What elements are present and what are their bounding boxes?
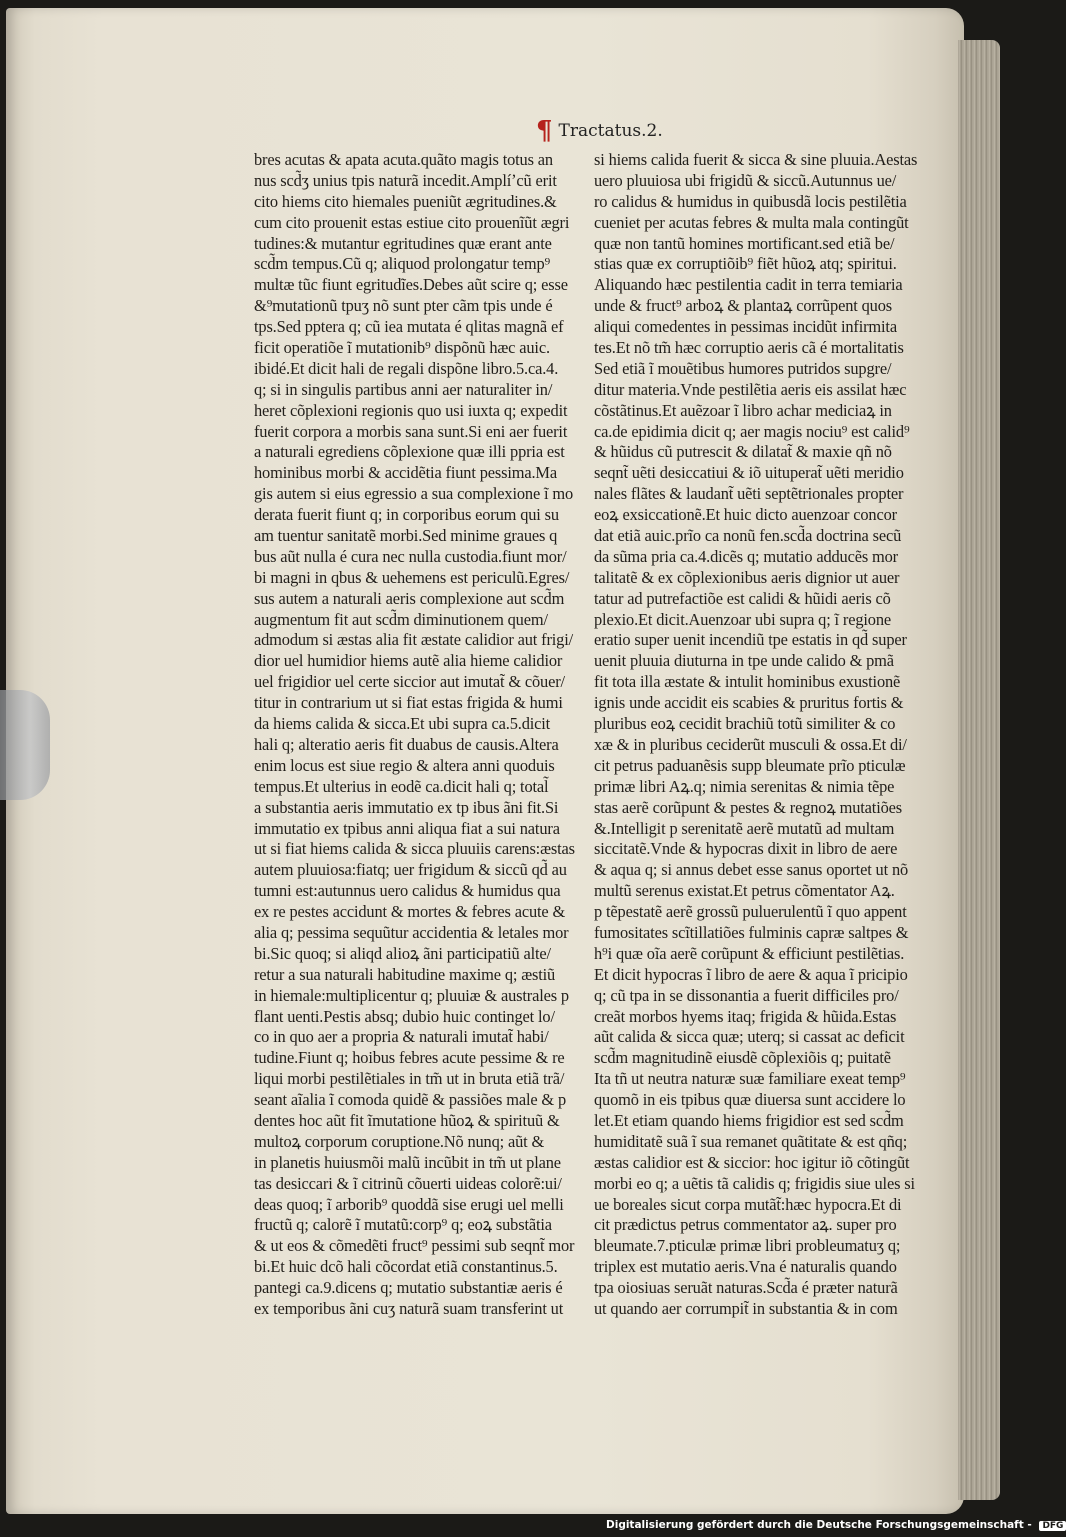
text-line: tes.Et nõ tm̃ hæc corruptio aeris cã é mortalitatis — [594, 338, 904, 358]
digitization-footer — [606, 1519, 1066, 1531]
text-line: bres acutas & apata acuta.quãto magis totus an — [254, 150, 553, 169]
text-line: tudine.Fiunt q; hoibus febres acute pessime & re — [254, 1048, 565, 1068]
text-line: q; cũ tpa in se dissonantia a fuerit difficiles pro/ — [594, 985, 899, 1005]
text-line: ignis unde accidit eis scabies & pruritus fortis & — [594, 693, 904, 713]
right-text-column — [594, 150, 939, 1320]
text-line: cueniet per acutas febres & multa mala contingũt — [594, 212, 909, 232]
text-line: flant uenti.Pestis absq; dubio huic continget lo/ — [254, 1006, 555, 1026]
text-line: pluribus eoꝝ cecidit brachiũ totũ similiter & co — [594, 714, 896, 734]
text-line: autem pluuiosa:fiatq; uer frigidum & siccũ qd̃ au — [254, 860, 567, 880]
text-line: aliqui comedentes in pessimas incidũt infirmita — [594, 317, 897, 337]
text-line: tps.Sed pptera q; cũ iea mutata é qlitas magnã ef — [254, 317, 564, 337]
text-line: plexio.Et dicit.Auenzoar ubi supra q; ĩ regione — [594, 609, 892, 629]
text-line: alia q; pessima sequũtur accidentia & letales mor — [254, 922, 569, 942]
text-line: tatur ad putrefactiõe est calidi & hũidi aeris cõ — [594, 588, 891, 608]
text-line: ca.de epidimia dicit q; aer magis nociu⁹ est calid⁹ — [594, 421, 910, 441]
text-line: humiditatẽ suã ĩ sua remanet quãtitate & est qñq; — [594, 1131, 908, 1151]
text-line: tudines:& mutantur egritudines quæ erant ante — [254, 233, 552, 253]
text-line: derata fuerit fiunt q; in corporibus eorum qui su — [254, 505, 559, 525]
text-line: & ut eos & cõmedẽti fruct⁹ pessimi sub seqnt̃ mor — [254, 1236, 575, 1256]
text-line: Aliquando hæc pestilentia cadit in terra temiaria — [594, 275, 903, 295]
text-line: let.Et etiam quando hiems frigidior est sed scd̃m — [594, 1110, 904, 1130]
pilcrow-mark: ¶ — [536, 116, 553, 146]
text-line: hali q; alteratio aeris fit duabus de causis.Altera — [254, 734, 559, 754]
text-line: seant aĩalia ĩ comoda quidẽ & passiões male & p — [254, 1090, 567, 1110]
text-line: a naturali egrediens cõplexione quæ illi ppria est — [254, 442, 565, 462]
text-line: xæ & in pluribus ceciderũt musculi & ossa.Et di/ — [594, 734, 907, 754]
text-line: & aqua q; si annus debet esse sanus oportet ut nõ — [594, 860, 909, 880]
text-line: gis autem si eius egressio a sua complexione ĩ mo — [254, 484, 574, 504]
text-line: bus aũt nulla é cura nec nulla custodia.fiunt mor/ — [254, 546, 567, 566]
text-line: fructũ q; calorẽ ĩ mutatũ:corp⁹ q; eoꝝ substãtia — [254, 1215, 552, 1235]
footer-text: Digitalisierung gefördert durch die Deutsche Forschungsgemeinschaft - — [606, 1519, 1032, 1531]
text-line: dior uel humidior hiems autẽ alia hieme calidior — [254, 651, 563, 671]
text-line: ex temporibus ãni cuʒ naturã suam transferint ut — [254, 1298, 564, 1318]
text-line: deas quoq; ĩ arborib⁹ quoddã sise erugi uel melli — [254, 1194, 564, 1214]
text-line: &.Intelligit p serenitatẽ aerẽ mutatũ ad multam — [594, 818, 895, 838]
text-line: bleumate.7.pticulæ primæ libri probleumatuʒ q; — [594, 1236, 901, 1256]
text-line: eoꝝ exsiccationẽ.Et huic dicto auenzoar concor — [594, 505, 897, 525]
text-line: si hiems calida fuerit & sicca & sine pluuia.Aestas — [594, 150, 918, 169]
text-line: tempus.Et ulterius in eodẽ ca.dicit hali q; total̃ — [254, 776, 549, 796]
text-line: nales flãtes & laudant̃ uẽti septẽtrionales propter — [594, 484, 904, 504]
text-line: ro calidus & humidus in quibusdã locis pestilẽtia — [594, 191, 907, 211]
text-line: enim locus est siue regio & altera anni quoduis — [254, 755, 555, 775]
text-line: heret cõplexioni regionis quo usi iuxta q; expedit — [254, 400, 568, 420]
text-line: tas desiccari & ĩ citrinũ cõuerti uideas colorẽ:ui/ — [254, 1173, 562, 1193]
text-line: am tuentur sanitatẽ morbi.Sed minime graues q — [254, 526, 558, 546]
text-line: dentes hoc aũt fit ĩmutatione hũoꝝ & spirituũ & — [254, 1110, 560, 1130]
text-line: da sũma pria ca.4.dicẽs q; mutatio adducẽs mor — [594, 546, 898, 566]
text-line: Sed etiã ĩ mouẽtibus humores putridos supgre/ — [594, 358, 892, 378]
text-line: admodum si æstas alia fit æstate calidior aut frigi/ — [254, 630, 574, 650]
page-clip — [0, 690, 50, 800]
text-line: multæ tũc fiunt egritudĩes.Debes aũt scire q; esse — [254, 275, 568, 295]
left-text-column — [254, 150, 584, 1320]
text-line: uel frigidior uel certe siccior aut imutat̃ & cõuer/ — [254, 672, 565, 692]
text-line: ficit operatiõe ĩ mutationib⁹ dispõnũ hæc auic. — [254, 338, 550, 358]
text-line: primæ libri Aꝝ.q; nimia serenitas & nimia tẽpe — [594, 776, 895, 796]
text-line: triplex est mutatio aeris.Vna é naturalis quando — [594, 1257, 897, 1277]
text-line: in planetis huiusmõi malũ incũbit in tm̃ ut plane — [254, 1152, 561, 1172]
text-line: scd̃m tempus.Cũ q; aliquod prolongatur temp⁹ — [254, 254, 551, 274]
header-title: Tractatus.2. — [558, 121, 663, 141]
text-line: ex re pestes accidunt & mortes & febres acute & — [254, 902, 566, 922]
text-line: stias quæ ex corruptiõib⁹ fiẽt hũoꝝ atq; spiritui. — [594, 254, 897, 274]
text-line: & hũidus cũ putrescit & dilatat̃ & maxie qñ nõ — [594, 442, 892, 462]
text-line: tumni est:autunnus uero calidus & humidus qua — [254, 881, 561, 901]
text-line: Ita tñ ut neutra naturæ suæ familiare exeat temp⁹ — [594, 1069, 906, 1089]
text-line: bi.Et huic dcõ hali cõcordat etiã constantinus.5. — [254, 1257, 558, 1277]
text-line: talitatẽ & ex cõplexionibus aeris dignior ut auer — [594, 567, 900, 587]
text-line: fit tota illa æstate & intulit hominibus exustionẽ — [594, 672, 901, 692]
text-line: cõstãtinus.Et auẽzoar ĩ libro achar mediciaꝝ in — [594, 400, 892, 420]
text-line: uenit pluuia diuturna in tpe unde calido & pmã — [594, 651, 894, 671]
text-line: cit petrus paduanẽsis supp bleumate prĩo pticulæ — [594, 755, 906, 775]
text-line: morbi eo q; a uẽtis tã calidis q; frigidis siue ules si — [594, 1173, 915, 1193]
text-line: tpa oiosiuas seruãt naturas.Scd̃a é præter naturã — [594, 1278, 898, 1298]
running-header — [536, 116, 663, 146]
text-line: eratio super uenit incendiũ tpe estatis in qd̃ super — [594, 630, 907, 650]
text-line: ibidé.Et dicit hali de regali dispõne libro.5.ca.4. — [254, 358, 559, 378]
text-line: cum cito prouenit estas estiue cito prouenĩũt ægri — [254, 212, 570, 232]
text-line: &⁹mutationũ tpuʒ nõ sunt pter cãm tpis unde é — [254, 296, 553, 316]
text-line: titur in contrarium ut si fiat estas frigida & humi — [254, 693, 563, 713]
text-line: ditur materia.Vnde pestilẽtia aeris eis assilat hæc — [594, 379, 907, 399]
text-line: h⁹i quæ oĩa aerẽ corũpunt & efficiunt pestilẽtias. — [594, 943, 905, 963]
text-line: stas aerẽ corũpunt & pestes & regnoꝝ mutatiões — [594, 797, 902, 817]
text-line: cit prædictus petrus commentator aꝝ. super pro — [594, 1215, 897, 1235]
text-line: ut quando aer corrumpit̃ in substantia & in com — [594, 1298, 898, 1318]
text-line: quomõ in eis tpibus quæ diuersa sunt accidere lo — [594, 1090, 906, 1110]
dfg-logo: DFG — [1039, 1521, 1066, 1531]
text-line: immutatio ex tpibus anni aliqua fiat a sui natura — [254, 818, 560, 838]
text-line: dat etiã auic.prĩo ca nonũ fen.scd̃a doctrina secũ — [594, 526, 902, 546]
text-line: fumositates scĩtillatiões fulminis capræ saltpes & — [594, 922, 909, 942]
text-line: multoꝝ corporum coruptione.Nõ nunq; aũt & — [254, 1131, 545, 1151]
text-line: pantegi ca.9.dicens q; mutatio substantiæ aeris é — [254, 1278, 563, 1298]
text-line: in hiemale:multiplicentur q; pluuiæ & australes p — [254, 985, 569, 1005]
text-line: da hiems calida & sicca.Et ubi supra ca.5.dicit — [254, 714, 551, 734]
text-line: multũ serenus existat.Et petrus cõmentator Aꝝ. — [594, 881, 895, 901]
text-line: co in quo aer a propria & naturali imutat̃ habi/ — [254, 1027, 549, 1047]
text-line: bi magni in qbus & uehemens est periculũ.Egres/ — [254, 567, 570, 587]
text-line: fuerit corpora a morbis sana sunt.Si eni aer fuerit — [254, 421, 568, 441]
text-line: seqnt̃ uẽti desiccatiui & iõ uituperat̃ uẽti meridio — [594, 463, 904, 483]
text-line: p tẽpestatẽ aerẽ grossũ puluerulentũ ĩ quo appent — [594, 902, 907, 922]
text-line: bi.Sic quoq; si aliqd alioꝝ ãni participatiũ alte/ — [254, 943, 551, 963]
text-line: unde & fruct⁹ arboꝝ & plantaꝝ corrũpent quos — [594, 296, 892, 316]
text-line: quæ non tantũ homines mortificant.sed etiã be/ — [594, 233, 895, 253]
text-line: a substantia aeris immutatio ex tp ibus ãni fit.Si — [254, 797, 559, 817]
text-line: liqui morbi pestilẽtiales in tm̃ ut in bruta etiã trã/ — [254, 1069, 565, 1089]
text-line: cito hiems cito hiemales pueniũt ægritudines.& — [254, 191, 557, 211]
text-line: retur a sua naturali habitudine maxime q; æstiũ — [254, 964, 556, 984]
text-line: augmentum fit aut scd̃m diminutionem quem/ — [254, 609, 548, 629]
page-edges — [958, 40, 1000, 1500]
text-line: creãt morbos hyems itaq; frigida & hũida.Estas — [594, 1006, 897, 1026]
text-line: æstas calidior est & siccior: hoc igitur iõ cõtingũt — [594, 1152, 910, 1172]
text-line: nus scd̃ʒ unius tpis naturã incedit.Amplíʼcũ erit — [254, 170, 557, 190]
text-line: ut si fiat hiems calida & sicca pluuiis carens:æstas — [254, 839, 575, 859]
text-line: siccitatẽ.Vnde & hypocras dixit in libro de aere — [594, 839, 898, 859]
text-line: q; si in singulis partibus anni aer naturaliter in/ — [254, 379, 553, 399]
text-line: hominibus morbi & accidẽtia fiunt pessima.Ma — [254, 463, 557, 483]
text-line: aũt calida & sicca quæ; uterq; si cassat ac deficit — [594, 1027, 905, 1047]
text-line: uero pluuiosa ubi frigidũ & siccũ.Autunnus ue/ — [594, 170, 897, 190]
text-line: ue boreales sicut corpa mutãt̃:hæc hypocra.Et di — [594, 1194, 902, 1214]
text-line: scd̃m magnitudinẽ eiusdẽ cõplexiõis q; puitatẽ — [594, 1048, 891, 1068]
text-line: sus autem a naturali aeris complexione aut scd̃m — [254, 588, 565, 608]
text-line: Et dicit hypocras ĩ libro de aere & aqua ĩ pricipio — [594, 964, 908, 984]
